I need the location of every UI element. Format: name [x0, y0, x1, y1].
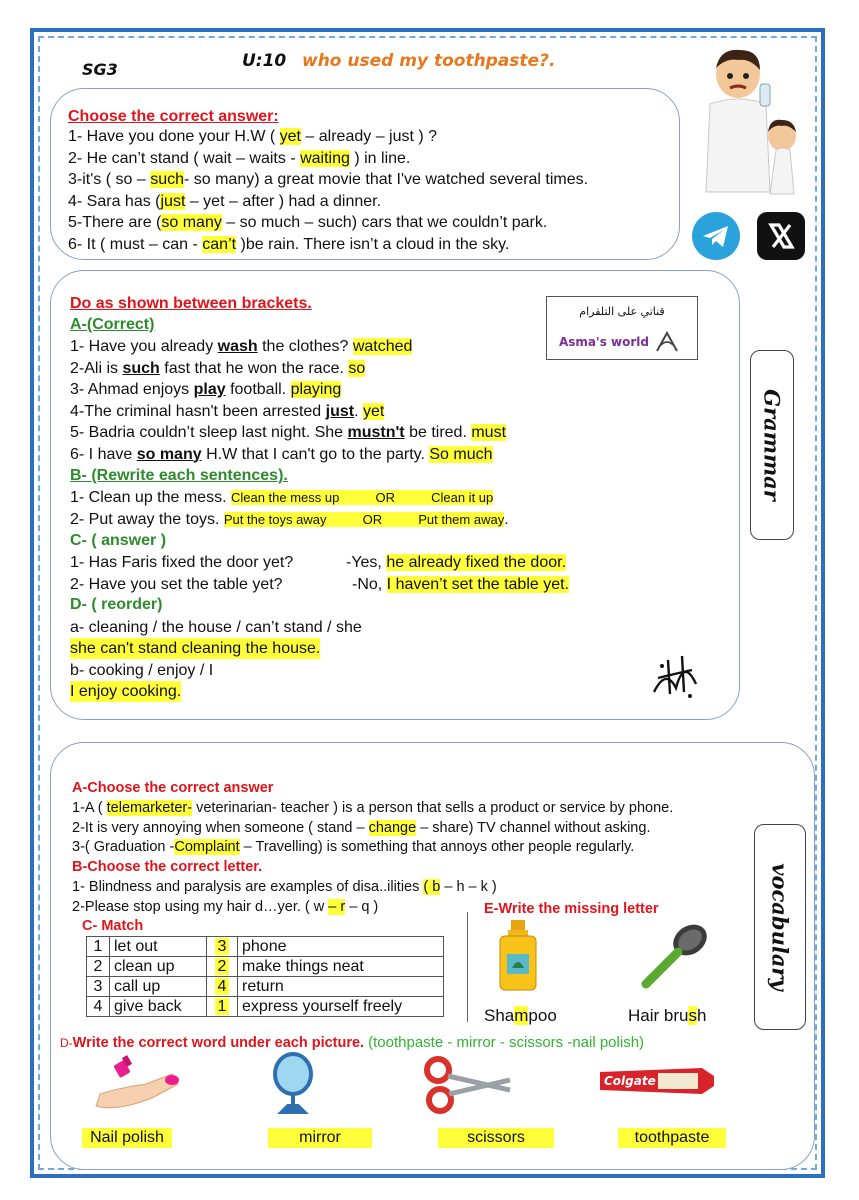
answer-highlight: just	[160, 192, 186, 210]
answer-highlight: yet	[279, 128, 301, 145]
mirror-image	[268, 1052, 318, 1116]
calligraphy-logo	[648, 648, 704, 702]
letter-question	[72, 897, 378, 917]
correction: playing	[290, 381, 342, 398]
correct-line	[70, 444, 493, 465]
line-text: – h – k )	[440, 879, 497, 895]
row-number: 2	[87, 957, 110, 977]
line-text: .	[354, 402, 363, 420]
channel-box	[546, 296, 698, 360]
correction: must	[471, 424, 507, 441]
error-word: so many	[136, 445, 202, 463]
correct-line	[70, 379, 341, 400]
answer-prefix: -Yes,	[346, 554, 387, 571]
match-row	[87, 957, 444, 977]
picture-answer: toothpaste	[618, 1128, 726, 1148]
rewrite-line	[70, 487, 493, 508]
question-line	[68, 169, 588, 190]
correction: watched	[352, 338, 413, 355]
question-line	[68, 148, 410, 169]
line-text: 3-( Graduation -	[72, 839, 175, 855]
answer-highlight: such	[150, 171, 184, 188]
reorder-answer: I enjoy cooking.	[70, 683, 182, 700]
row-number: 4	[87, 997, 110, 1017]
channel-arabic: قناتي على التلقرام	[579, 305, 665, 318]
line-text: H.W that I can't go to the party.	[201, 445, 430, 463]
error-word: play	[193, 381, 226, 398]
part-b-label: B- (Rewrite each sentences).	[70, 467, 288, 484]
answer-highlight: so many	[161, 214, 222, 231]
line-text: 2-Please stop using my hair d…yer. ( w	[72, 899, 329, 915]
match-answer	[207, 957, 238, 977]
reorder-answer: she can't stand cleaning the house.	[70, 640, 321, 657]
line-text: 5- Badria couldn’t sleep last night. She	[70, 424, 348, 441]
missing-letter: m	[514, 1006, 529, 1025]
correction: So much	[429, 445, 493, 463]
page-title: who used my toothpaste?.	[302, 51, 556, 71]
part-c-label: C- ( answer )	[70, 532, 167, 549]
match-row	[87, 997, 444, 1017]
line-text: football.	[225, 381, 291, 398]
line-text: – Travelling) is something that annoys other people regularly.	[239, 839, 635, 855]
grammar-tab-label: Grammar	[759, 389, 785, 501]
match-meaning: make things neat	[238, 957, 444, 977]
toothpaste-brand: Colgate	[604, 1074, 656, 1088]
line-tail: .	[504, 510, 509, 528]
match-answer-value: 3	[215, 938, 230, 955]
picture-answer: scissors	[438, 1128, 554, 1148]
part-d-label: D- ( reorder)	[70, 596, 163, 613]
match-word: call up	[110, 977, 207, 997]
unit-label: U:10	[242, 51, 287, 71]
correct-line	[70, 358, 365, 379]
answer-highlight: – r	[328, 899, 346, 915]
match-row	[87, 977, 444, 997]
match-meaning: phone	[238, 937, 444, 957]
line-text: 1-A (	[72, 800, 107, 816]
line-text: 6- It ( must – can -	[68, 235, 203, 253]
line-text: 2-It is very annoying when someone ( stand –	[72, 819, 369, 836]
vocab-d-options: (toothpaste - mirror - scissors -nail polish)	[368, 1034, 645, 1051]
missing-letter-word	[484, 1005, 557, 1026]
answer-highlight: telemarketer-	[106, 800, 193, 816]
vocabulary-tab-label: vocabulary	[767, 863, 793, 991]
vocab-question	[72, 837, 634, 857]
answer-prefix: -No,	[352, 575, 387, 593]
line-text: 2-Ali is	[70, 359, 123, 377]
question-line	[68, 191, 381, 212]
match-answer-value: 1	[215, 998, 230, 1015]
line-text: 5-There are (	[68, 214, 162, 231]
answer-highlight: can’t	[202, 235, 237, 253]
answer-highlight: I haven’t set the table yet.	[386, 575, 570, 593]
answer-highlight: waiting	[300, 149, 350, 167]
error-word: mustn't	[347, 424, 405, 441]
vocab-b-heading: B-Choose the correct letter.	[72, 859, 263, 875]
line-text: 1- Clean up the mess.	[70, 489, 231, 506]
section1-heading: Choose the correct answer:	[68, 108, 279, 125]
match-answer	[207, 937, 238, 957]
answer-highlight: ( b	[423, 879, 441, 895]
line-text: 3- Ahmad enjoys	[70, 381, 194, 398]
line-text: the clothes?	[257, 338, 353, 355]
rewrite-answer: Put the toys away OR Put them away	[223, 511, 505, 527]
question-text: 2- Have you set the table yet?	[70, 575, 283, 593]
question-line	[68, 234, 509, 255]
match-word: give back	[110, 997, 207, 1017]
rewrite-answer: Clean the mess up OR Clean it up	[230, 490, 494, 505]
match-table	[86, 936, 444, 1017]
line-text: - so many) a great movie that I've watched several times.	[183, 171, 589, 188]
vocab-a-heading: A-Choose the correct answer	[72, 780, 274, 796]
section2-heading: Do as shown between brackets.	[70, 295, 312, 312]
line-text: be tired.	[404, 424, 472, 441]
line-text: 1- Blindness and paralysis are examples of disa..ilities	[72, 879, 424, 895]
vocab-d-heading: Write the correct word under each picture.	[72, 1035, 365, 1051]
line-text: 3-it's ( so –	[68, 171, 151, 188]
correction: so	[348, 359, 366, 377]
line-text: veterinarian- teacher ) is a person that sells a product or service by phone.	[192, 800, 674, 816]
line-text: ) in line.	[349, 149, 411, 167]
word-part: poo	[528, 1006, 557, 1025]
match-row	[87, 937, 444, 957]
row-number: 3	[87, 977, 110, 997]
shampoo-bottle-image	[496, 918, 540, 992]
line-text: – already – just ) ?	[300, 128, 438, 145]
error-word: wash	[217, 338, 258, 355]
level-label: SG3	[82, 60, 118, 79]
picture-answer: Nail polish	[82, 1128, 172, 1148]
line-text: fast that he won the race.	[159, 359, 349, 377]
match-meaning: express yourself freely	[238, 997, 444, 1017]
part-a-label: A-(Correct)	[70, 316, 155, 333]
question-text: 1- Has Faris fixed the door yet?	[70, 554, 294, 571]
answer-row	[346, 552, 566, 573]
reorder-prompt: a- cleaning / the house / can’t stand / she	[70, 619, 362, 636]
nail-polish-image	[86, 1054, 182, 1114]
match-answer-value: 2	[215, 958, 230, 975]
missing-letter-word	[628, 1005, 706, 1026]
match-answer-value: 4	[215, 978, 230, 995]
line-text: 6- I have	[70, 445, 137, 463]
line-text: – q )	[345, 899, 379, 915]
vocab-d-prefix: D-	[60, 1036, 73, 1050]
correct-line	[70, 401, 384, 422]
line-text: – share) TV channel without asking.	[416, 819, 651, 836]
vocab-question	[72, 798, 673, 818]
grammar-tab	[750, 350, 794, 540]
line-text: – so much – such) cars that we couldn’t park.	[221, 214, 548, 231]
error-word: such	[122, 359, 160, 377]
reorder-prompt: b- cooking / enjoy / I	[70, 662, 214, 679]
match-answer	[207, 997, 238, 1017]
vocabulary-tab	[754, 824, 806, 1030]
match-meaning: return	[238, 977, 444, 997]
channel-brand: Asma's world	[559, 335, 649, 349]
word-part: Hair bru	[628, 1006, 689, 1025]
answer-highlight: change	[368, 819, 417, 836]
missing-letter: s	[688, 1006, 697, 1025]
scissors-image	[418, 1054, 514, 1116]
match-word: let out	[110, 937, 207, 957]
toothpaste-image	[598, 1064, 716, 1098]
vocab-e-heading: E-Write the missing letter	[484, 901, 659, 917]
answer-highlight: Complaint	[174, 839, 240, 855]
word-part: Sha	[484, 1006, 515, 1025]
correction: yet	[362, 402, 385, 420]
hair-brush-image	[636, 918, 716, 994]
brand-logo-icon	[655, 331, 679, 353]
line-text: 4- Sara has (	[68, 192, 161, 210]
correct-line	[70, 336, 412, 357]
correct-line	[70, 422, 506, 443]
line-text: 1- Have you already	[70, 338, 218, 355]
row-number: 1	[87, 937, 110, 957]
match-answer	[207, 977, 238, 997]
match-word: clean up	[110, 957, 207, 977]
vocab-question	[72, 818, 650, 838]
divider	[467, 912, 468, 1022]
letter-question	[72, 877, 497, 897]
line-text: 2- Put away the toys.	[70, 510, 224, 528]
telegram-icon[interactable]	[692, 212, 740, 260]
word-part: h	[696, 1006, 707, 1025]
line-text: 4-The criminal hasn't been arrested	[70, 402, 326, 420]
vocab-c-heading: C- Match	[82, 918, 144, 934]
line-text: – yet – after ) had a dinner.	[185, 192, 382, 210]
question-line	[68, 126, 437, 147]
line-text: )be rain. There isn’t a cloud in the sky.	[236, 235, 510, 253]
picture-answer: mirror	[268, 1128, 372, 1148]
line-text: 2- He can’t stand ( wait – waits -	[68, 149, 301, 167]
question-line	[68, 212, 547, 233]
rewrite-line	[70, 509, 509, 530]
answer-highlight: he already fixed the door.	[386, 554, 567, 571]
line-text: 1- Have you done your H.W (	[68, 128, 280, 145]
boys-illustration	[690, 44, 810, 196]
answer-row	[352, 574, 569, 595]
x-icon[interactable]	[757, 212, 805, 260]
error-word: just	[325, 402, 355, 420]
vocab-d-heading-row	[60, 1032, 644, 1054]
